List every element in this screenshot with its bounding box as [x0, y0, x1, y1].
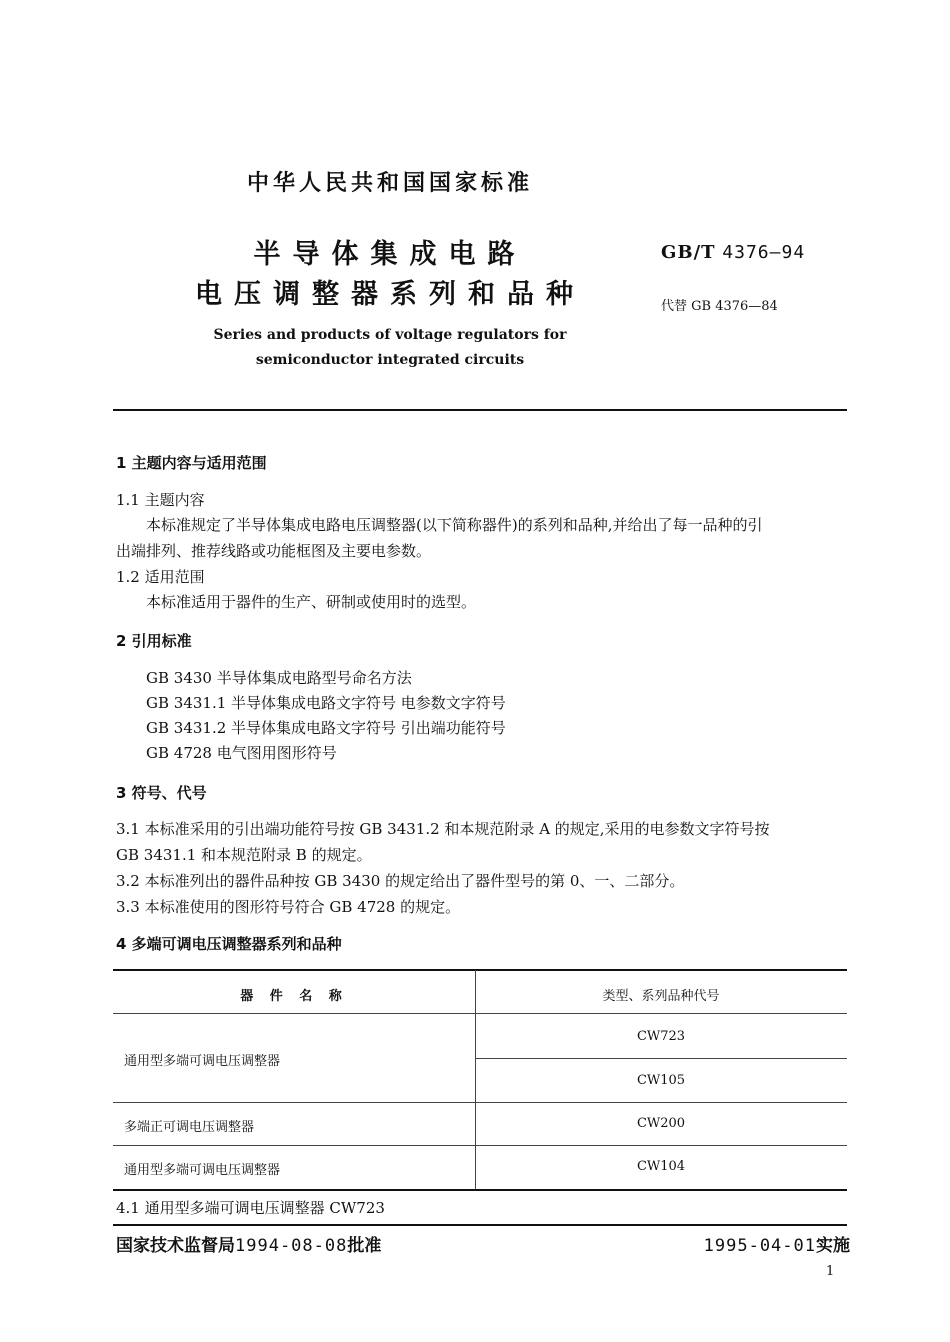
section-3-3-text: 3.3 本标准使用的图形符号符合 GB 4728 的规定。 — [116, 898, 461, 916]
national-standard-title: 中华人民共和国国家标准 — [246, 171, 533, 196]
section-1-2-text: 本标准适用于器件的生产、研制或使用时的选型。 — [146, 593, 477, 611]
section-3-2-text: 3.2 本标准列出的器件品种按 GB 3430 的规定给出了器件型号的第 0、一、二部分。 — [116, 872, 685, 890]
standard-code: 4376—94 — [722, 242, 806, 263]
standard-prefix: GB/T — [661, 242, 716, 263]
table-cell-name: 通用型多端可调电压调整器 — [124, 1163, 281, 1178]
document-title-line2: 电压调整器系列和品种 — [195, 279, 585, 310]
implementation-date: 1995-04-01 — [703, 1236, 816, 1256]
reference-item: GB 3431.1 半导体集成电路文字符号 电参数文字符号 — [146, 694, 506, 712]
table-row-divider — [113, 1102, 847, 1103]
table-cell-name: 通用型多端可调电压调整器 — [124, 1054, 281, 1069]
section-1-1-text-b: 出端排列、推荐线路或功能框图及主要电参数。 — [116, 542, 432, 560]
table-bottom-rule — [113, 1189, 847, 1191]
approval-line — [116, 1231, 381, 1256]
table-top-rule — [113, 969, 847, 971]
table-row-divider — [113, 1013, 847, 1014]
approval-suffix: 批准 — [347, 1236, 382, 1256]
page-number: 1 — [826, 1264, 835, 1279]
section-4-1-heading: 4.1 通用型多端可调电压调整器 CW723 — [116, 1199, 385, 1217]
reference-item: GB 4728 电气图用图形符号 — [146, 744, 337, 762]
approval-authority: 国家技术监督局 — [116, 1236, 235, 1256]
table-cell-code: CW723 — [636, 1029, 686, 1044]
table-row-divider — [113, 1145, 847, 1146]
section-1-2-heading: 1.2 适用范围 — [116, 568, 205, 586]
approval-date: 1994-08-08 — [235, 1236, 348, 1256]
table-row-divider — [475, 1058, 847, 1059]
section-1-heading: 1 主题内容与适用范围 — [116, 454, 267, 472]
document-title-line1: 半导体集成电路 — [253, 239, 527, 270]
implementation-line — [704, 1231, 850, 1256]
footer-rule — [113, 1224, 847, 1226]
section-3-1-text-b: GB 3431.1 和本规范附录 B 的规定。 — [116, 846, 372, 864]
table-cell-code: CW105 — [636, 1073, 686, 1088]
section-2-heading: 2 引用标准 — [116, 632, 192, 650]
replaces-note: 代替 GB 4376—84 — [661, 299, 778, 314]
english-title-line2: semiconductor integrated circuits — [255, 352, 525, 368]
section-3-1-text-a: 3.1 本标准采用的引出端功能符号按 GB 3431.2 和本规范附录 A 的规定,采用的电参数文字符号按 — [116, 820, 770, 838]
section-1-1-heading: 1.1 主题内容 — [116, 491, 205, 509]
reference-item: GB 3431.2 半导体集成电路文字符号 引出端功能符号 — [146, 719, 506, 737]
implementation-suffix: 实施 — [816, 1236, 850, 1256]
section-3-heading: 3 符号、代号 — [116, 784, 207, 802]
reference-item: GB 3430 半导体集成电路型号命名方法 — [146, 669, 412, 687]
section-1-1-text-a: 本标准规定了半导体集成电路电压调整器(以下简称器件)的系列和品种,并给出了每一品种的引 — [146, 516, 763, 534]
table-cell-name: 多端正可调电压调整器 — [124, 1120, 255, 1135]
table-cell-code: CW200 — [636, 1116, 686, 1131]
english-title-line1: Series and products of voltage regulators for — [213, 327, 567, 343]
header-rule — [113, 409, 847, 411]
standard-number — [661, 242, 805, 263]
section-4-heading: 4 多端可调电压调整器系列和品种 — [116, 935, 342, 953]
table-cell-code: CW104 — [636, 1159, 686, 1174]
table-header-code: 类型、系列品种代号 — [602, 989, 720, 1004]
table-header-name: 器 件 名 称 — [240, 989, 348, 1004]
